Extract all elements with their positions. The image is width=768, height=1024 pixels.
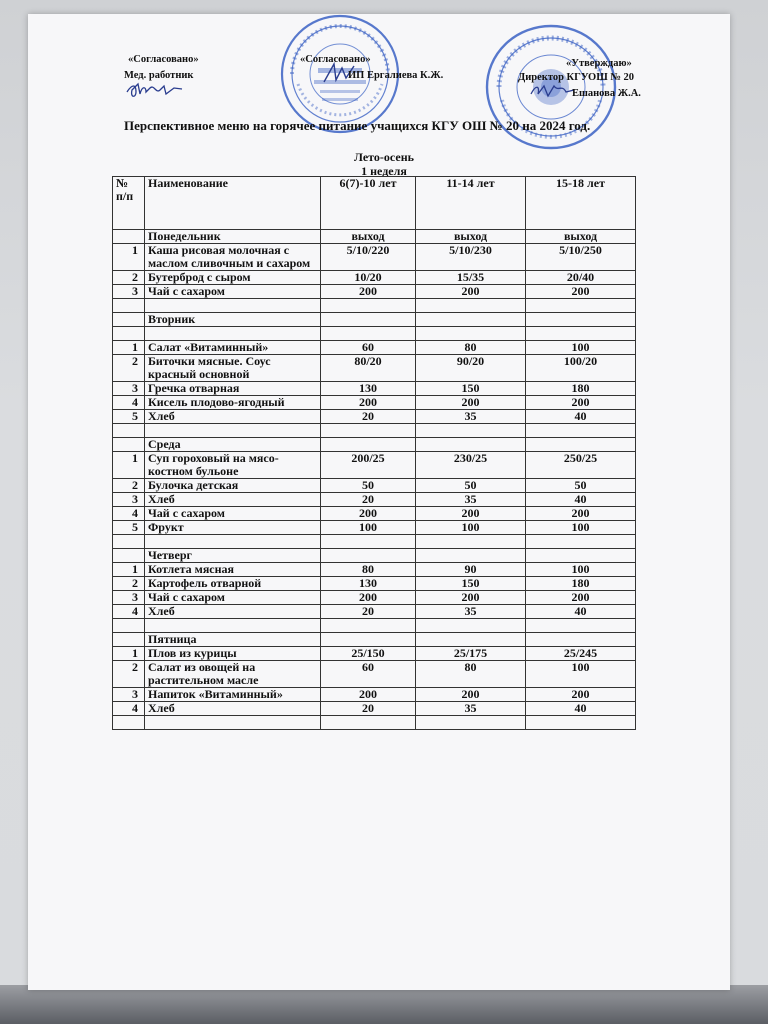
table-cell-empty bbox=[321, 313, 416, 327]
table-cell-empty bbox=[321, 633, 416, 647]
item-portion-age-1: 200 bbox=[321, 591, 416, 605]
item-name: Хлеб bbox=[145, 493, 321, 507]
table-row-empty bbox=[113, 327, 636, 341]
item-number: 2 bbox=[113, 661, 145, 688]
table-row bbox=[113, 688, 636, 702]
item-portion-age-2: 230/25 bbox=[416, 452, 526, 479]
output-label: выход bbox=[526, 230, 636, 244]
item-portion-age-2: 5/10/230 bbox=[416, 244, 526, 271]
table-cell-empty bbox=[526, 299, 636, 313]
table-cell-empty bbox=[113, 230, 145, 244]
table-cell-empty bbox=[526, 438, 636, 452]
approval-left-label: «Согласовано» bbox=[128, 54, 199, 65]
table-row bbox=[113, 382, 636, 396]
item-portion-age-3: 40 bbox=[526, 410, 636, 424]
table-row bbox=[113, 410, 636, 424]
item-portion-age-1: 200 bbox=[321, 688, 416, 702]
item-portion-age-1: 20 bbox=[321, 605, 416, 619]
item-number: 3 bbox=[113, 688, 145, 702]
table-row bbox=[113, 591, 636, 605]
item-portion-age-2: 90 bbox=[416, 563, 526, 577]
header-age-3: 15-18 лет bbox=[526, 177, 636, 230]
table-row-empty bbox=[113, 535, 636, 549]
table-cell-empty bbox=[416, 633, 526, 647]
item-portion-age-1: 20 bbox=[321, 702, 416, 716]
item-number: 2 bbox=[113, 271, 145, 285]
table-cell-empty bbox=[526, 313, 636, 327]
item-portion-age-1: 80 bbox=[321, 563, 416, 577]
item-portion-age-1: 25/150 bbox=[321, 647, 416, 661]
item-portion-age-3: 5/10/250 bbox=[526, 244, 636, 271]
table-row bbox=[113, 271, 636, 285]
item-portion-age-3: 100 bbox=[526, 563, 636, 577]
item-number: 1 bbox=[113, 452, 145, 479]
table-row-empty bbox=[113, 716, 636, 730]
item-name: Гречка отварная bbox=[145, 382, 321, 396]
header-age-1: 6(7)-10 лет bbox=[321, 177, 416, 230]
item-name: Плов из курицы bbox=[145, 647, 321, 661]
item-number: 2 bbox=[113, 355, 145, 382]
season-label: Лето-осень bbox=[354, 150, 414, 164]
item-name: Булочка детская bbox=[145, 479, 321, 493]
item-portion-age-1: 60 bbox=[321, 341, 416, 355]
table-cell-empty bbox=[526, 424, 636, 438]
item-portion-age-3: 200 bbox=[526, 591, 636, 605]
item-portion-age-1: 130 bbox=[321, 577, 416, 591]
item-name: Хлеб bbox=[145, 410, 321, 424]
item-portion-age-3: 200 bbox=[526, 688, 636, 702]
table-cell-empty bbox=[526, 716, 636, 730]
table-row bbox=[113, 563, 636, 577]
approval-left-role: Мед. работник bbox=[124, 70, 194, 81]
item-portion-age-2: 15/35 bbox=[416, 271, 526, 285]
item-portion-age-2: 35 bbox=[416, 493, 526, 507]
table-row bbox=[113, 507, 636, 521]
item-portion-age-3: 50 bbox=[526, 479, 636, 493]
approval-right-label: «Утверждаю» bbox=[566, 58, 632, 69]
item-portion-age-2: 35 bbox=[416, 410, 526, 424]
item-portion-age-3: 25/245 bbox=[526, 647, 636, 661]
table-cell-empty bbox=[416, 619, 526, 633]
table-row bbox=[113, 396, 636, 410]
table-row bbox=[113, 452, 636, 479]
item-portion-age-2: 200 bbox=[416, 396, 526, 410]
item-name: Салат «Витаминный» bbox=[145, 341, 321, 355]
table-cell-empty bbox=[113, 424, 145, 438]
header-age-2: 11-14 лет bbox=[416, 177, 526, 230]
table-cell-empty bbox=[321, 535, 416, 549]
item-number: 4 bbox=[113, 702, 145, 716]
item-name: Хлеб bbox=[145, 605, 321, 619]
day-row bbox=[113, 633, 636, 647]
item-portion-age-3: 40 bbox=[526, 493, 636, 507]
table-cell-empty bbox=[416, 716, 526, 730]
approval-center-label: «Согласовано» bbox=[300, 54, 371, 65]
table-header-row bbox=[113, 177, 636, 230]
day-row bbox=[113, 549, 636, 563]
item-name: Кисель плодово-ягодный bbox=[145, 396, 321, 410]
item-portion-age-1: 20 bbox=[321, 410, 416, 424]
table-cell-empty bbox=[145, 299, 321, 313]
item-name: Напиток «Витаминный» bbox=[145, 688, 321, 702]
item-name: Каша рисовая молочная с маслом сливочным и сахаром bbox=[145, 244, 321, 271]
table-cell-empty bbox=[526, 535, 636, 549]
day-name: Среда bbox=[145, 438, 321, 452]
item-portion-age-1: 200 bbox=[321, 507, 416, 521]
table-cell-empty bbox=[416, 424, 526, 438]
table-row bbox=[113, 479, 636, 493]
item-portion-age-3: 100 bbox=[526, 661, 636, 688]
item-portion-age-2: 90/20 bbox=[416, 355, 526, 382]
item-name: Бутерброд с сыром bbox=[145, 271, 321, 285]
item-number: 5 bbox=[113, 410, 145, 424]
item-number: 4 bbox=[113, 507, 145, 521]
table-cell-empty bbox=[145, 327, 321, 341]
item-portion-age-3: 100/20 bbox=[526, 355, 636, 382]
approval-center-name: ИП Ергалиева К.Ж. bbox=[348, 70, 444, 81]
item-portion-age-3: 40 bbox=[526, 605, 636, 619]
table-cell-empty bbox=[321, 327, 416, 341]
table-cell-empty bbox=[113, 716, 145, 730]
item-number: 5 bbox=[113, 521, 145, 535]
item-name: Салат из овощей на растительном масле bbox=[145, 661, 321, 688]
item-portion-age-2: 35 bbox=[416, 605, 526, 619]
table-cell-empty bbox=[526, 633, 636, 647]
item-portion-age-2: 25/175 bbox=[416, 647, 526, 661]
output-label: выход bbox=[321, 230, 416, 244]
table-cell-empty bbox=[113, 633, 145, 647]
item-number: 1 bbox=[113, 341, 145, 355]
item-portion-age-1: 200 bbox=[321, 396, 416, 410]
approval-right-role: Директор КГУОШ № 20 bbox=[518, 72, 635, 83]
output-label: выход bbox=[416, 230, 526, 244]
table-cell-empty bbox=[321, 424, 416, 438]
item-portion-age-1: 60 bbox=[321, 661, 416, 688]
day-row bbox=[113, 230, 636, 244]
item-portion-age-1: 20 bbox=[321, 493, 416, 507]
item-number: 1 bbox=[113, 563, 145, 577]
table-cell-empty bbox=[321, 549, 416, 563]
approval-right-name: Ешанова Ж.А. bbox=[572, 88, 641, 99]
item-portion-age-2: 200 bbox=[416, 688, 526, 702]
table-cell-empty bbox=[526, 327, 636, 341]
table-cell-empty bbox=[113, 549, 145, 563]
table-row bbox=[113, 341, 636, 355]
table-cell-empty bbox=[416, 535, 526, 549]
page-title: Перспективное меню на горячее питание учащихся КГУ ОШ № 20 на 2024 год. bbox=[124, 118, 591, 133]
item-name: Биточки мясные. Соус красный основной bbox=[145, 355, 321, 382]
item-portion-age-1: 80/20 bbox=[321, 355, 416, 382]
table-cell-empty bbox=[321, 299, 416, 313]
table-cell-empty bbox=[145, 619, 321, 633]
item-number: 3 bbox=[113, 591, 145, 605]
header-name: Наименование bbox=[145, 177, 321, 230]
table-cell-empty bbox=[321, 438, 416, 452]
day-name: Понедельник bbox=[145, 230, 321, 244]
item-portion-age-1: 130 bbox=[321, 382, 416, 396]
item-name: Котлета мясная bbox=[145, 563, 321, 577]
item-name: Чай с сахаром bbox=[145, 285, 321, 299]
table-cell-empty bbox=[526, 619, 636, 633]
item-portion-age-1: 200/25 bbox=[321, 452, 416, 479]
day-row bbox=[113, 438, 636, 452]
table-cell-empty bbox=[145, 535, 321, 549]
item-name: Чай с сахаром bbox=[145, 591, 321, 605]
item-portion-age-1: 5/10/220 bbox=[321, 244, 416, 271]
item-number: 2 bbox=[113, 479, 145, 493]
table-row bbox=[113, 521, 636, 535]
table-row bbox=[113, 355, 636, 382]
item-portion-age-2: 50 bbox=[416, 479, 526, 493]
header-num: № п/п bbox=[113, 177, 145, 230]
item-portion-age-3: 200 bbox=[526, 396, 636, 410]
table-row bbox=[113, 702, 636, 716]
item-portion-age-3: 20/40 bbox=[526, 271, 636, 285]
table-cell-empty bbox=[416, 549, 526, 563]
item-name: Фрукт bbox=[145, 521, 321, 535]
item-name: Картофель отварной bbox=[145, 577, 321, 591]
day-name: Пятница bbox=[145, 633, 321, 647]
table-cell-empty bbox=[113, 299, 145, 313]
table-cell-empty bbox=[113, 535, 145, 549]
table-cell-empty bbox=[145, 716, 321, 730]
day-name: Четверг bbox=[145, 549, 321, 563]
item-number: 3 bbox=[113, 382, 145, 396]
bottom-surface bbox=[0, 985, 768, 1024]
table-cell-empty bbox=[113, 619, 145, 633]
item-portion-age-3: 200 bbox=[526, 285, 636, 299]
item-number: 1 bbox=[113, 244, 145, 271]
day-name: Вторник bbox=[145, 313, 321, 327]
item-portion-age-2: 80 bbox=[416, 341, 526, 355]
item-number: 3 bbox=[113, 285, 145, 299]
menu-table bbox=[112, 176, 636, 730]
item-portion-age-2: 200 bbox=[416, 507, 526, 521]
table-row-empty bbox=[113, 299, 636, 313]
table-row bbox=[113, 647, 636, 661]
table-cell-empty bbox=[416, 299, 526, 313]
item-number: 1 bbox=[113, 647, 145, 661]
table-cell-empty bbox=[416, 438, 526, 452]
table-cell-empty bbox=[416, 313, 526, 327]
item-portion-age-2: 100 bbox=[416, 521, 526, 535]
day-row bbox=[113, 313, 636, 327]
table-row bbox=[113, 285, 636, 299]
table-row-empty bbox=[113, 424, 636, 438]
item-portion-age-2: 200 bbox=[416, 591, 526, 605]
item-portion-age-2: 35 bbox=[416, 702, 526, 716]
week-label: 1 неделя bbox=[361, 164, 407, 178]
item-portion-age-2: 80 bbox=[416, 661, 526, 688]
item-portion-age-3: 250/25 bbox=[526, 452, 636, 479]
table-cell-empty bbox=[145, 424, 321, 438]
table-row bbox=[113, 577, 636, 591]
item-portion-age-1: 10/20 bbox=[321, 271, 416, 285]
item-number: 4 bbox=[113, 605, 145, 619]
table-cell-empty bbox=[321, 619, 416, 633]
table-cell-empty bbox=[321, 716, 416, 730]
item-portion-age-3: 40 bbox=[526, 702, 636, 716]
table-row bbox=[113, 493, 636, 507]
item-number: 2 bbox=[113, 577, 145, 591]
item-portion-age-3: 180 bbox=[526, 577, 636, 591]
table-row bbox=[113, 661, 636, 688]
item-number: 4 bbox=[113, 396, 145, 410]
table-cell-empty bbox=[416, 327, 526, 341]
table-cell-empty bbox=[113, 313, 145, 327]
table-cell-empty bbox=[113, 327, 145, 341]
table-cell-empty bbox=[526, 549, 636, 563]
item-portion-age-1: 100 bbox=[321, 521, 416, 535]
item-portion-age-1: 200 bbox=[321, 285, 416, 299]
item-portion-age-2: 150 bbox=[416, 382, 526, 396]
table-row bbox=[113, 244, 636, 271]
item-portion-age-1: 50 bbox=[321, 479, 416, 493]
item-name: Чай с сахаром bbox=[145, 507, 321, 521]
table-row-empty bbox=[113, 619, 636, 633]
table-cell-empty bbox=[113, 438, 145, 452]
item-portion-age-3: 100 bbox=[526, 521, 636, 535]
item-portion-age-3: 200 bbox=[526, 507, 636, 521]
item-portion-age-2: 150 bbox=[416, 577, 526, 591]
item-name: Суп гороховый на мясо-костном бульоне bbox=[145, 452, 321, 479]
item-portion-age-2: 200 bbox=[416, 285, 526, 299]
item-name: Хлеб bbox=[145, 702, 321, 716]
table-row bbox=[113, 605, 636, 619]
item-number: 3 bbox=[113, 493, 145, 507]
item-portion-age-3: 180 bbox=[526, 382, 636, 396]
item-portion-age-3: 100 bbox=[526, 341, 636, 355]
